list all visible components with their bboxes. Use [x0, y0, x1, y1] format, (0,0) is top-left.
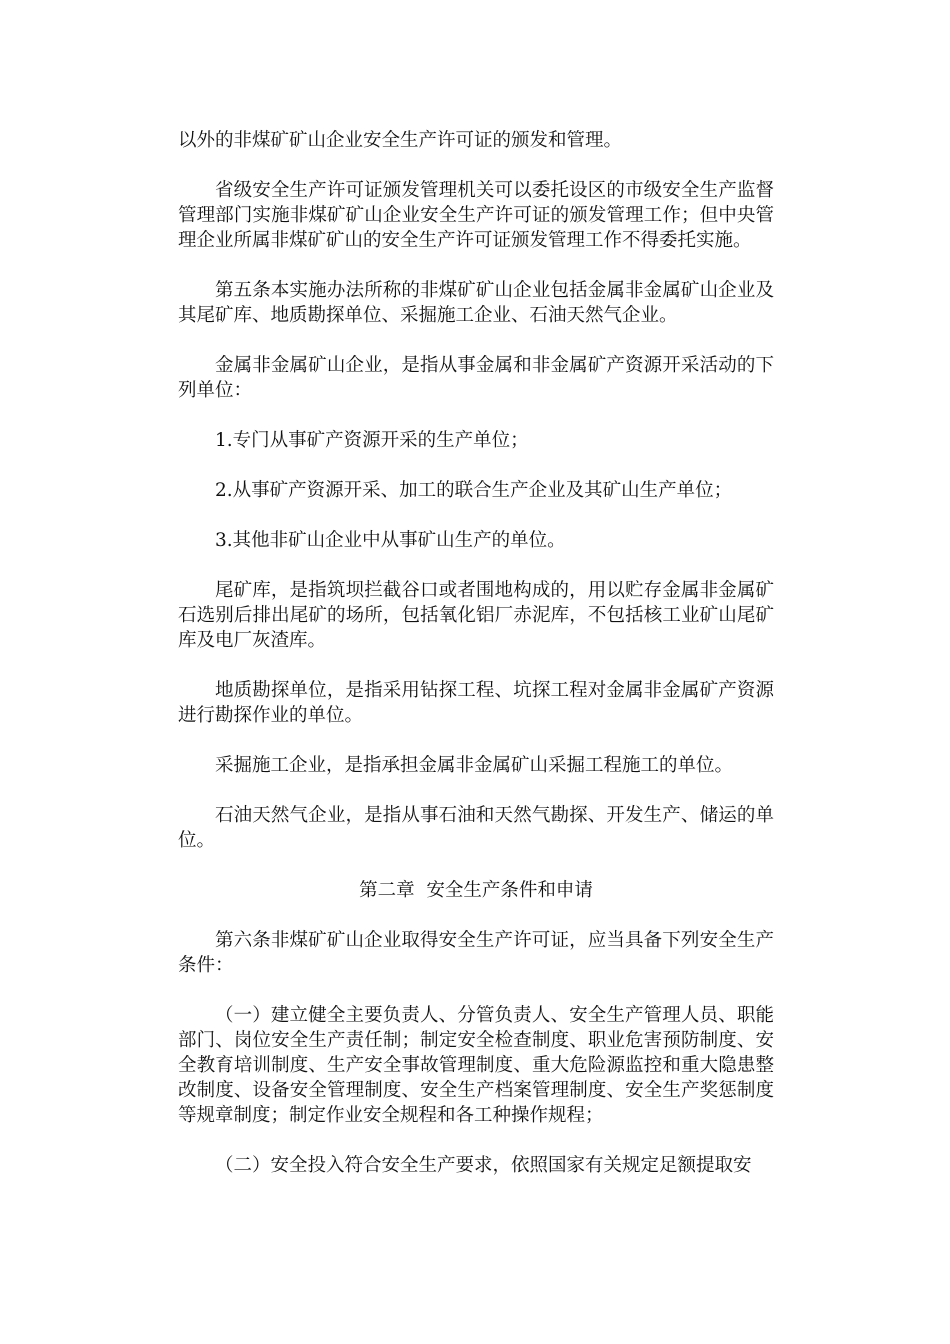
paragraph-geological-exploration: 地质勘探单位，是指采用钻探工程、坑探工程对金属非金属矿产资源进行勘探作业的单位。	[178, 680, 774, 726]
paragraph-tailings: 尾矿库，是指筑坝拦截谷口或者围地构成的，用以贮存金属非金属矿石选别后排出尾矿的场所，包括氧化铝厂赤泥库，不包括核工业矿山尾矿库及电厂灰渣库。	[178, 580, 774, 651]
paragraph-mining-construction: 采掘施工企业，是指承担金属非金属矿山采掘工程施工的单位。	[215, 755, 734, 776]
paragraph-oil-gas: 石油天然气企业，是指从事石油和天然气勘探、开发生产、储运的单位。	[178, 805, 774, 851]
paragraph-metal-mines: 金属非金属矿山企业，是指从事金属和非金属矿产资源开采活动的下列单位：	[178, 355, 774, 401]
condition-item-1: （一）建立健全主要负责人、分管负责人、安全生产管理人员、职能部门、岗位安全生产责任制；制定安全检查制度、职业危害预防制度、安全教育培训制度、生产安全事故管理制度、重大危险源监控和重大隐患整改制度、设备安全管理制度、安全生产档案管理制度、安全生产奖惩制度等规章制度；制定作业安全规程和各工种操作规程；	[178, 1005, 774, 1126]
paragraph-article-5: 第五条本实施办法所称的非煤矿矿山企业包括金属非金属矿山企业及其尾矿库、地质勘探单位、采掘施工企业、石油天然气企业。	[178, 280, 774, 326]
paragraph-continuation: 以外的非煤矿矿山企业安全生产许可证的颁发和管理。	[178, 130, 623, 151]
list-item-3: 3.其他非矿山企业中从事矿山生产的单位。	[215, 530, 566, 551]
list-item-2: 2.从事矿产资源开采、加工的联合生产企业及其矿山生产单位；	[215, 480, 733, 501]
list-item-1: 1.专门从事矿产资源开采的生产单位；	[215, 430, 529, 451]
paragraph-article-6: 第六条非煤矿矿山企业取得安全生产许可证，应当具备下列安全生产条件：	[178, 930, 774, 976]
paragraph-delegation: 省级安全生产许可证颁发管理机关可以委托设区的市级安全生产监督管理部门实施非煤矿矿山企业安全生产许可证的颁发管理工作；但中央管理企业所属非煤矿矿山的安全生产许可证颁发管理工作不得委托实施。	[178, 180, 774, 251]
chapter-heading: 第二章 安全生产条件和申请	[359, 880, 593, 901]
condition-item-2: （二）安全投入符合安全生产要求，依照国家有关规定足额提取安	[215, 1155, 752, 1176]
document-body	[178, 128, 774, 1203]
